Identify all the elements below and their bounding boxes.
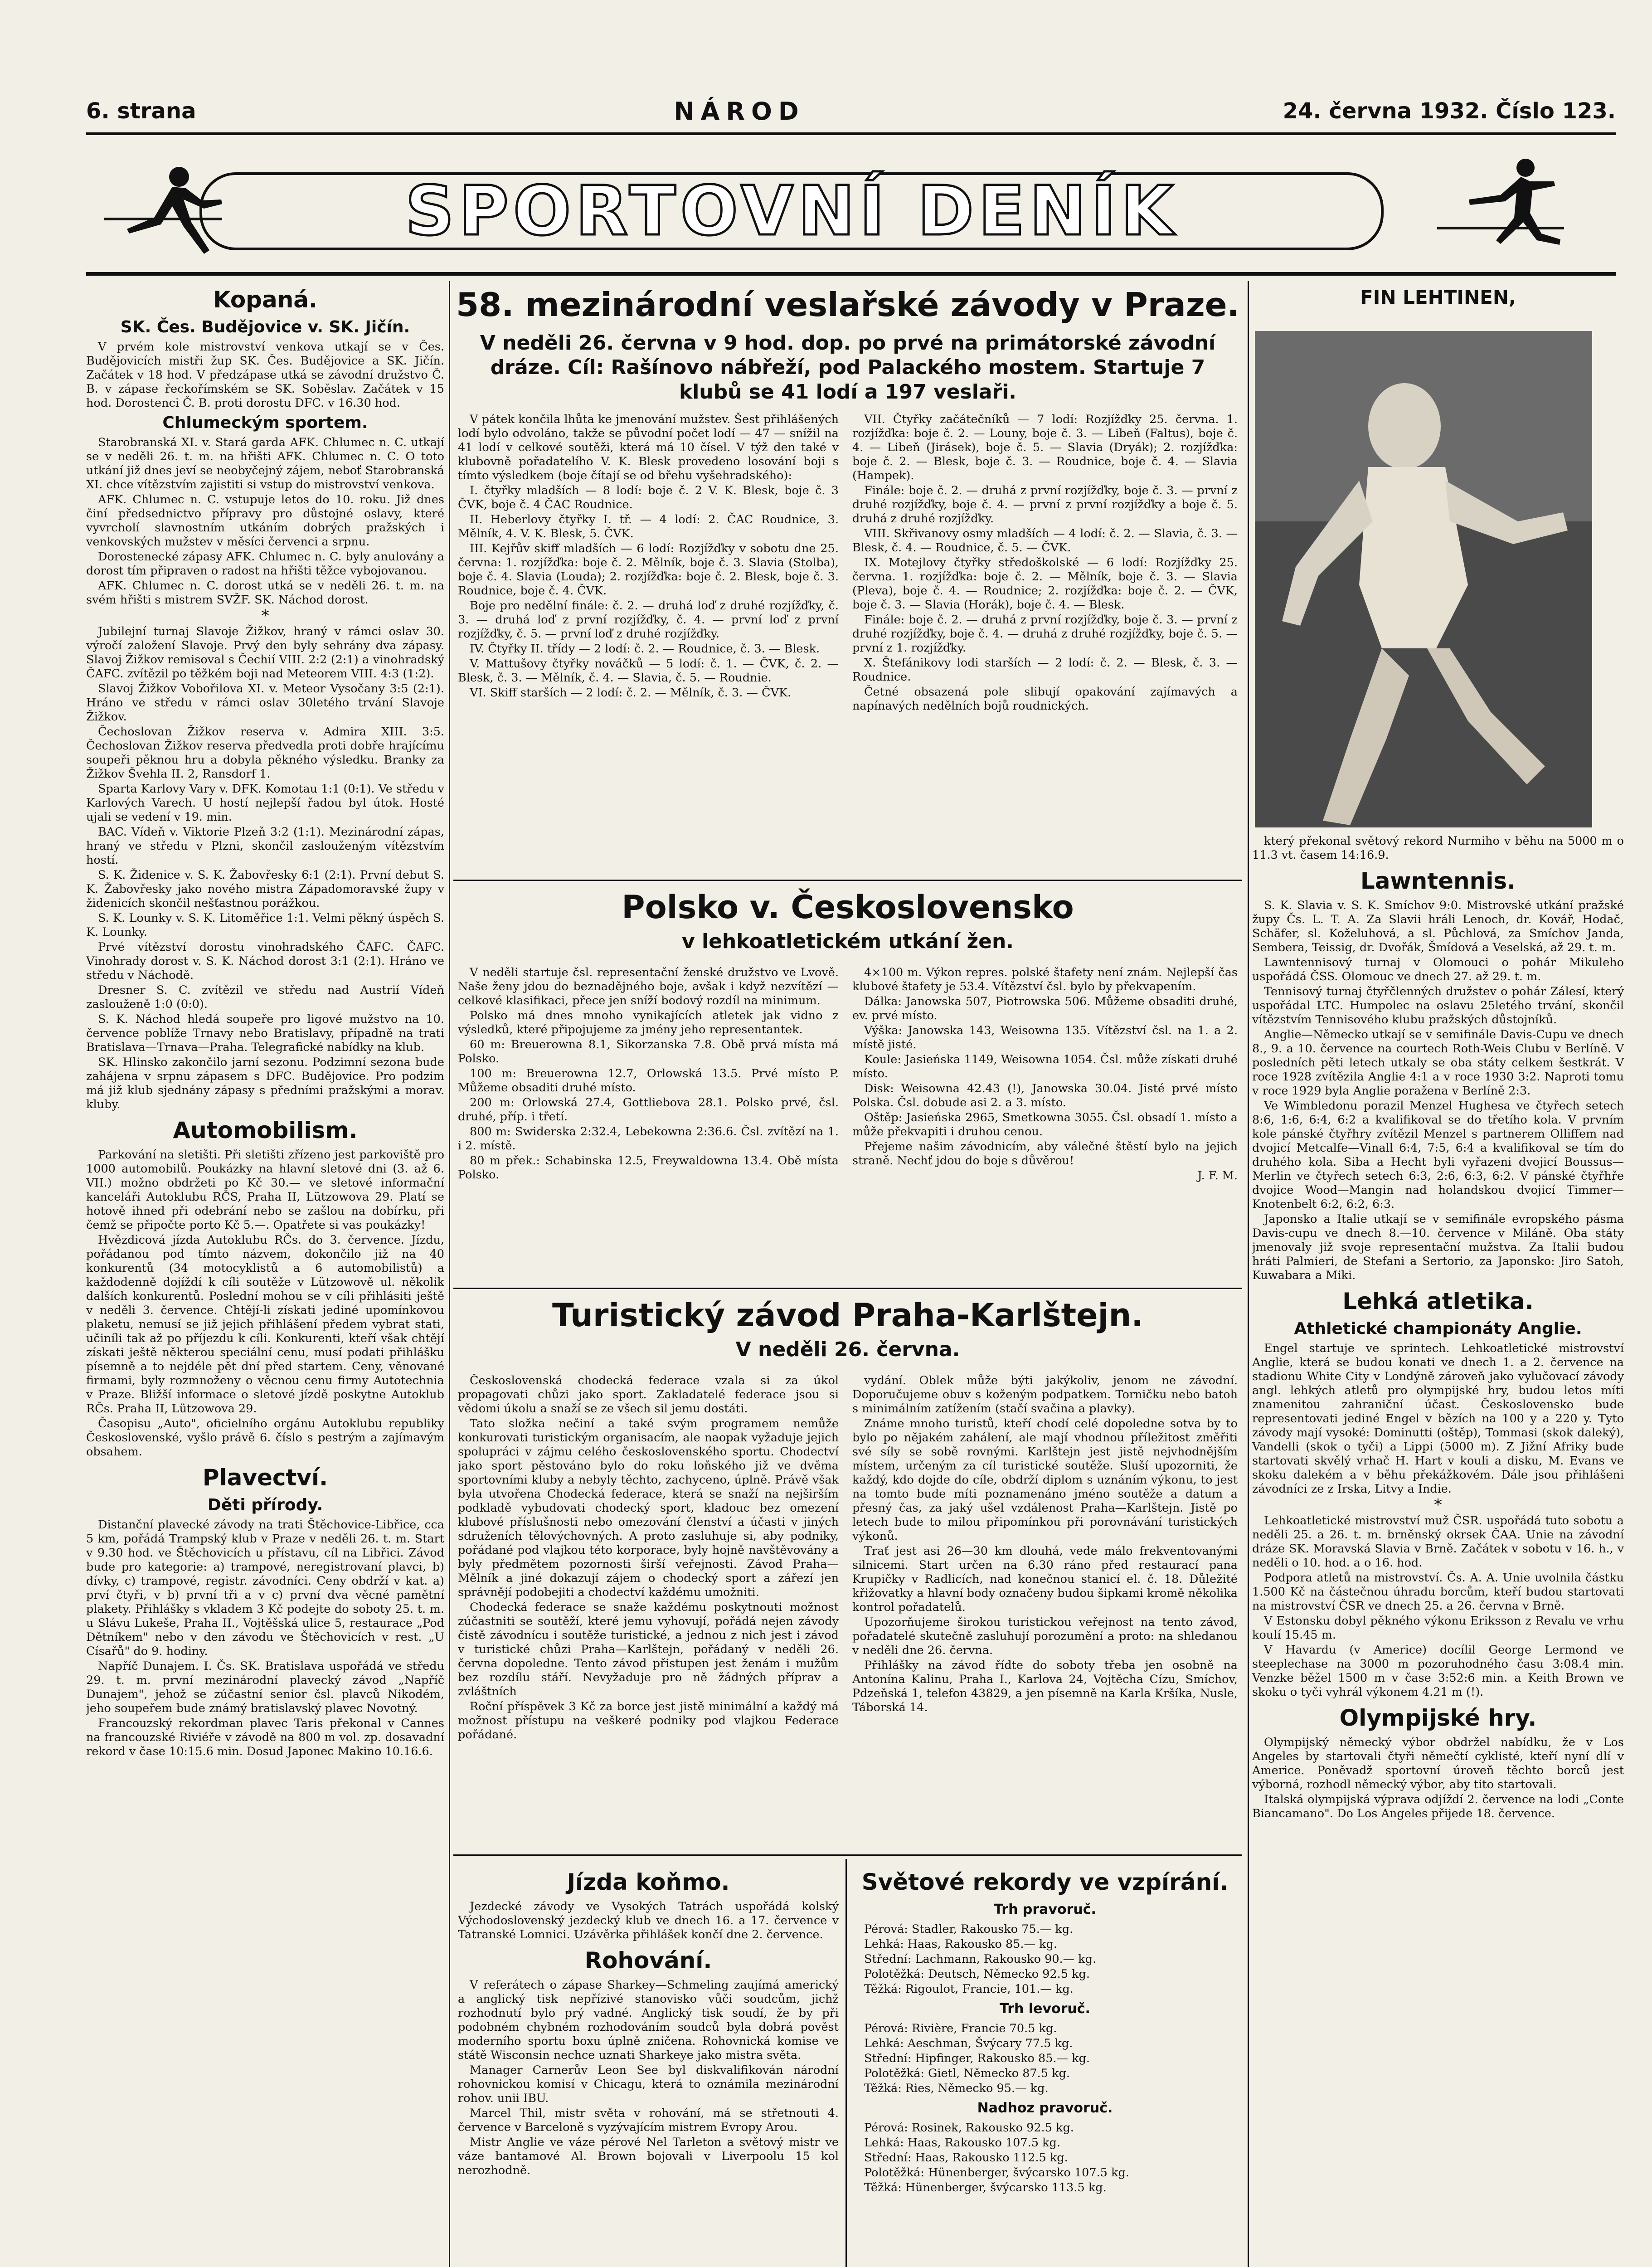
article-paragraph: VIII. Skřivanovy osmy mladších — 4 lodí: č. 2. — Slavia, č. 3. — Blesk, č. 4. — Roudnice, č. 5. — ČVK.	[852, 527, 1238, 555]
article-paragraph: V prvém kole mistrovství venkova utkají se v Čes. Budějovicích mistři žup SK. Čes. Budějovice a SK. Jičín. Začátek v 18 hod. V předzápase utká se závodní družstvo Č. B. v zápase řeckořímském se SK. Soběslav. Začátek v 15 hod. Dorostenci Č. B. proti dorostu DFC. v 16.30 hod.	[86, 340, 444, 410]
runner-photo-image	[1255, 331, 1592, 827]
record-line: Střední: Lachmann, Rakousko 90.— kg.	[864, 1952, 1097, 1966]
article-paragraph: Ve Wimbledonu porazil Menzel Hughesa ve čtyřech setech 8:6, 1:6, 6:4, 6:2 a kvalifikoval se do třetího kola. V prvním kole pánské čtyřhry zvítězil Menzel s partnerem Olliffem nad dvojicí Metcalfe—Vinall 6:4, 7:5, 6:4 a kvalifikoval se tím do druhého kola. Siba a Hecht byli vyřazeni dvojicí Boussus—Merlin ve čtyřech setech 6:3, 2:6, 6:3, 6:2. V pánské čtyřhře dvojice Wood—Mangin nad holandskou dvojicí Timmer—Knotenbelt 6:2, 6:2, 6:3.	[1252, 1099, 1624, 1211]
article-paragraph: Parkování na sletišti. Při sletišti zřízeno jest parkoviště pro 1000 automobilů. Poukázky na hlavní sletové dni (3. až 6. VII.) možno obdržeti po Kč 30.— ve sletové informační kanceláři Autoklubu RČS, Praha II, Lützowova 29. Platí se hotově ihned při odebrání nebo se zašlou na dobírku, při čemž se připočte porto Kč 5.—. Opatřete si vas poukázky!	[86, 1148, 444, 1232]
section-title-rohovani: Rohování.	[584, 1947, 712, 1974]
photo-title: FIN LEHTINEN,	[1360, 286, 1516, 308]
record-line: Těžká: Rigoulot, Francie, 101.— kg.	[864, 1982, 1074, 1996]
newspaper-name: NÁROD	[674, 97, 805, 126]
article-paragraph: Podpora atletů na mistrovství. Čs. A. A. Unie uvolnila částku 1.500 Kč na částečnou úhradu borcům, kteří budou startovati na mistrovství ČSR ve dnech 25. a 26. června v Brně.	[1252, 1571, 1624, 1613]
masthead-title: SPORTOVNÍ DENÍK	[199, 172, 1384, 250]
section-title-kopana: Kopaná.	[213, 287, 318, 313]
records-subhead: Trh levoruč.	[1000, 2001, 1090, 2017]
match-headline: SK. Čes. Budějovice v. SK. Jičín.	[120, 318, 410, 336]
section-title-automobilism: Automobilism.	[173, 1117, 358, 1143]
article-paragraph: AFK. Chlumec n. C. vstupuje letos do 10. roku. Již dnes činí předsednictvo přípravy pro důstojné oslavy, které vyvrcholí slavnostním utkáním dobrých pražských i venkovských mužstev v měsíci červenci a srpnu.	[86, 493, 444, 549]
record-line: Lehká: Haas, Rakousko 85.— kg.	[864, 1937, 1057, 1951]
article-paragraph: V neděli startuje čsl. representační ženské družstvo ve Lvově. Naše ženy jdou do beznadějného boje, avšak i když nezvítězí — celkové klasifikaci, přece jen sníží bodový rozdíl na minimum.	[458, 966, 839, 1007]
record-line: Polotěžká: Gietl, Německo 87.5 kg.	[864, 2067, 1070, 2080]
article-paragraph: Známe mnoho turistů, kteří chodí celé dopoledne sotva by to bylo po nějakém zahálení, ale mají vhodnou příležitost změřiti své síly se sobě rovnými. Karlštejn jest jistě nejvhodnějším místem, určeným za cíl turistické soutěže. Sluší upozorniti, že každý, kdo dojde do cíle, obdrží diplom s uznáním výkonu, to jest na tomto bude míti poznamenáno jméno soutěže a datum a přesný čas, za jaký ušel vzdálenost Praha—Karlštejn. Jistě po letech bude to milou připomínkou při porovnávání turistických výkonů.	[852, 1417, 1238, 1543]
subhead-deti-prirody: Děti přírody.	[207, 1496, 323, 1514]
column-rule	[845, 1859, 847, 2267]
section-title-lehka-atletika: Lehká atletika.	[1342, 1288, 1534, 1314]
poland-column-right	[852, 966, 1238, 1283]
rowing-headline: 58. mezinárodní veslařské závody v Praze.	[456, 286, 1239, 324]
article-paragraph: IV. Čtyřky II. třídy — 2 lodí: č. 2. — Roudnice, č. 3. — Blesk.	[470, 642, 820, 656]
article-paragraph: II. Heberlovy čtyřky I. tř. — 4 lodí: 2. ČAC Roudnice, 3. Mělník, 4. V. K. Blesk, 5. ČVK.	[458, 513, 839, 540]
article-paragraph: Italská olympijská výprava odjíždí 2. července na lodi „Conte Biancamano". Do Los Angeles přijede 18. července.	[1252, 1793, 1624, 1820]
section-divider	[453, 1854, 1242, 1856]
article-paragraph: V Estonsku dobyl pěkného výkonu Eriksson z Revalu ve vrhu koulí 15.45 m.	[1252, 1614, 1624, 1642]
article-paragraph: Tato složka nečiní a také svým programem nemůže konkurovati turistickým organisacím, ale naopak vyžaduje jejich spolupráci v zájmu celého československého sportu. Chodectví jako sport pěstováno bylo do roku loňského již ve dvěma sportovními kluby a nebyly těchto, zachyceno, úplně. Právě však byla utvořena Chodecká federace, která se snaží na nejširším podkladě vybudovati chodecký sport, kladouc bez omezení klubové příslušnosti nebo omezování členství a účasti v jiných sdruženích tělovýchovných. A proto zasluhuje si, aby podniky, pořádané pod vlajkou této korporace, byly hojně navštěvovány a byly předmětem pozornosti širší veřejnosti. Závod Praha—Mělník a jiné dokazují zájem o chodecký sport a zářezí jen správnějí podobejiti a chodectví každému umožniti.	[458, 1417, 839, 1599]
article-paragraph: Boje pro nedělní finále: č. 2. — druhá loď z druhé rozjížďky, č. 3. — druhá loď z první rozjížďky, č. 4. — první loď z první rozjížďky, č. 5. — první loď z druhé rozjížďky.	[458, 599, 839, 641]
record-line: Polotěžká: Hünenberger, švýcarsko 107.5 kg.	[864, 2166, 1129, 2179]
article-paragraph: Sparta Karlovy Vary v. DFK. Komotau 1:1 (0:1). Ve středu v Karlových Varech. U hostí nejlepší řadou byl útok. Hosté ujali se vedení v 19. min.	[86, 782, 444, 824]
article-paragraph: Olympijský německý výbor obdržel nabídku, že v Los Angeles by startovali čtyři němečtí cyklisté, kteří nyní dlí v Americe. Poněvadž sportovní úroveň těchto borců jest výborná, rozhodl německý výbor, aby tito startovali.	[1252, 1736, 1624, 1791]
section-title-jizda: Jízda koňmo.	[567, 1869, 730, 1895]
article-paragraph: Finále: boje č. 2. — druhá z první rozjížďky, boje č. 3. — první z druhé rozjížďky, boje č. 4. — druhá z druhé rozjížďky, boje č. 5. — první z 1. rozjížďky.	[852, 613, 1238, 655]
weightlifting-records	[852, 1863, 1238, 2267]
article-paragraph: Jubilejní turnaj Slavoje Žižkov, hraný v rámci oslav 30. výročí založení Slavoje. Prvý den byly sehrány dva zápasy. Slavoj Žižkov remisoval s Čechií VIII. 2:2 (2:1) a vinohradský ČAFC. zvítězil po těžkém boji nad Meteorem VIII. 4:3 (1:2).	[86, 625, 444, 681]
article-paragraph: Hvězdicová jízda Autoklubu RČs. do 3. července. Jízdu, pořádanou pod tímto názvem, dokončilo již na 40 konkurentů (34 motocyklistů a 6 automobilistů) a každodenně dojíždí k cíli soutěže v Lützowově ul. několik dalších konkurentů. Poslední mohou se v cíli přihlásiti ještě v neděli 3. července. Chtějí-li získati jediné upomínkovou plaketu, nemusí se již jejich přihlášení předem vybrat stati, učiníli tak až po příjezdu k cíli. Konkurenti, kteří však chtějí získati ještě některou speciální cenu, musí podati přihlášku písemně a to nejdéle pět dní před startem. Ceny, věnované firmami, byly rozmnoženy o věcnou cenu firmy Autotechnia v Praze. Bližší informace o sletové jízdě poskytne Autoklub RČs. Praha II, Lützowova 29.	[86, 1233, 444, 1416]
subhead-chlumec: Chlumeckým sportem.	[162, 414, 368, 432]
record-line: Lehká: Haas, Rakousko 107.5 kg.	[864, 2136, 1060, 2150]
article-paragraph: Oštěp: Jasieńska 2965, Smetkowna 3055. Čsl. obsadí 1. místo a může překvapiti i druhou cenou.	[852, 1111, 1238, 1138]
record-line: Pérová: Stadler, Rakousko 75.— kg.	[864, 1922, 1074, 1936]
issue-date: 24. června 1932. Číslo 123.	[1283, 98, 1616, 124]
article-paragraph: Dresner S. C. zvítězil ve středu nad Austrií Vídeň zaslouženě 1:0 (0:0).	[86, 983, 444, 1011]
article-paragraph: I. čtyřky mladších — 8 lodí: boje č. 2 V. K. Blesk, boje č. 3 ČVK, boje č. 4 ČAC Roudnice.	[458, 484, 839, 511]
article-paragraph: 800 m: Swiderska 2:32.4, Lebekowna 2:36.6. Čsl. zvítězí na 1. i 2. místě.	[458, 1125, 839, 1153]
article-paragraph: Čechoslovan Žižkov reserva v. Admira XIII. 3:5. Čechoslovan Žižkov reserva předvedla proti dobře hrajícímu soupeři pěknou hru a dobyla pěkného výsledku. Branky za Žižkov Švehla II. 2, Ransdorf 1.	[86, 725, 444, 781]
separator-asterisk: *	[261, 607, 269, 625]
records-subhead: Trh pravoruč.	[994, 1902, 1096, 1917]
article-paragraph: Lawntennisový turnaj v Olomouci o pohár Mikuleho uspořádá ČSS. Olomouc ve dnech 27. až 29. t. m.	[1252, 956, 1624, 983]
rowing-column-right	[852, 413, 1238, 875]
column-tennis-athletics	[1252, 834, 1624, 2267]
masthead-rule	[86, 272, 1616, 276]
article-paragraph: Roční příspěvek 3 Kč za borce jest jistě minimální a každý má možnost přístupu na veškeré podniky pod vlajkou Federace pořádané.	[458, 1700, 839, 1742]
article-paragraph: vydání. Oblek může býti jakýkoliv, jenom ne závodní. Doporučujeme obuv s koženým podpatkem. Torničku nebo batoh s minimálním zatížením (stačí svačina a plavky).	[852, 1374, 1238, 1416]
article-paragraph: S. K. Židenice v. S. K. Žabovřesky 6:1 (2:1). První debut S. K. Žabovřesky jako nového mistra Západomoravské župy v židenicích skončil nešťastnou porážkou.	[86, 868, 444, 910]
article-paragraph: 80 m přek.: Schabinska 12.5, Freywaldowna 13.4. Obě místa Polsko.	[458, 1154, 839, 1182]
rowing-deck: V neděli 26. června v 9 hod. dop. po prvé na primátorské závodní dráze. Cíl: Rašínovo nábřeží, pod Palackého mostem. Startuje 7 klubů se 41 lodí a 197 veslaři.	[480, 331, 1216, 404]
section-divider	[453, 880, 1242, 881]
article-paragraph: V pátek končila lhůta ke jmenování mužstev. Šest přihlášených lodí bylo odvoláno, takže se původní počet lodí — 47 — snížil na 41 lodí v celkové soutěži, která má 10 čísel. V týž den také v klubovně pořadatelího V. K. Blesk provedeno losování boji s tímto výsledkem (boje čítají se od břehu vyšehradského):	[458, 413, 839, 482]
article-paragraph: 60 m: Breuerowna 8.1, Sikorzanska 7.8. Obě prvá místa má Polsko.	[458, 1038, 839, 1065]
page-number: 6. strana	[86, 98, 196, 124]
article-paragraph: Časopisu „Auto", oficielního orgánu Autoklubu republiky Československé, vyšlo právě 6. číslo s pestrým a zajímavým obsahem.	[86, 1417, 444, 1459]
subhead-championaty: Athletické championáty Anglie.	[1294, 1319, 1582, 1338]
hiking-headline: Turistický závod Praha-Karlštejn.	[552, 1297, 1143, 1334]
records-subhead: Nadhoz pravoruč.	[977, 2100, 1113, 2116]
article-paragraph: Starobranská XI. v. Stará garda AFK. Chlumec n. C. utkají se v neděli 26. t. m. na hřišti AFK. Chlumec n. C. O toto utkání již dnes jeví se neobyčejný zájem, neboť Starobranská XI. chce vítězstvím zajistiti si vstup do mistrovství venkova.	[86, 436, 444, 491]
hiking-column-right	[852, 1374, 1238, 1850]
record-line: Těžká: Hünenberger, švýcarsko 113.5 kg.	[864, 2181, 1107, 2194]
hiking-subhead: V neděli 26. června.	[735, 1338, 960, 1361]
article-paragraph: Mistr Anglie ve váze pérové Nel Tarleton a světový mistr ve váze bantamové Al. Brown bojovali v Liverpoolu 15 kol nerozhodně.	[458, 2136, 839, 2177]
article-paragraph: VII. Čtyřky začátečníků — 7 lodí: Rozjížďky 25. června. 1. rozjížďka: boje č. 2. — Louny, boje č. 3. — Libeň (Faltus), boje č. 4. — Libeň (Jirásek), boje č. 5. — Slavia (Dryák); 2. rozjížďka: boje č. 2. — Blesk, boje č. 3. — Roudnice, boje č. 4. — Slavia (Hampek).	[852, 413, 1238, 482]
article-paragraph: Četné obsazená pole slibují opakování zajímavých a napínavých nedělních bojů roudnických.	[852, 685, 1238, 713]
column-rule	[449, 281, 450, 2267]
poland-subhead: v lehkoatletickém utkání žen.	[681, 930, 1014, 953]
article-paragraph: Slavoj Žižkov Vobořilova XI. v. Meteor Vysočany 3:5 (2:1). Hráno ve středu v rámci oslav 30letého trvání Slavoje Žižkov.	[86, 682, 444, 724]
article-paragraph: V. Mattušovy čtyřky nováčků — 5 lodí: č. 1. — ČVK, č. 2. — Blesk, č. 3. — Mělník, č. 4. — Slavia, č. 5. — Roudnie.	[458, 657, 839, 685]
poland-column-left	[458, 966, 839, 1283]
article-signature: J. F. M.	[1197, 1169, 1238, 1182]
article-paragraph: IX. Motejlovy čtyřky středoškolské — 6 lodí: Rozjížďky 25. června. 1. rozjížďka: boje č. 2. — Mělník, boje č. 3. — Slavia (Plevа), boje č. 4. — Roudnice; 2. rozjížďka: boje č. 2. — ČVK, boje č. 3. — Slavia (Horák), boje č. 4. — Blesk.	[852, 556, 1238, 612]
rowing-column-left	[458, 413, 839, 875]
record-line: Střední: Hipfinger, Rakousko 85.— kg.	[864, 2052, 1090, 2065]
article-paragraph: Anglie—Německo utkají se v semifinále Davis-Cupu ve dnech 8., 9. a 10. července na courtech Roth-Weis Clubu v Berlíně. V posledních pěti letech utkaly se oba státy celkem šestkrát. V roce 1928 zvítězila Anglie 4:1 a v roce 1930 3:2. Naproti tomu v roce 1929 byla Anglie poražena v Berlíně 2:3.	[1252, 1028, 1624, 1098]
article-paragraph: Polsko má dnes mnoho vynikajících atletek jak vidno z výsledků, které připojujeme za jmény jeho representantek.	[458, 1009, 839, 1036]
article-paragraph: Lehkoatletické mistrovství muž ČSR. uspořádá tuto sobotu a neděli 25. a 26. t. m. brněnský okrsek ČAA. Unie na závodní dráze SK. Moravská Slavia v Brně. Začátek v sobotu v 16. h., v neděli o 10. hod. a o 16. hod.	[1252, 1514, 1624, 1570]
article-paragraph: Přejeme našim závodnicím, aby válečné štěstí bylo na jejich straně. Nechť jdou do boje s důvěrou!	[852, 1140, 1238, 1168]
article-paragraph: 200 m: Orlowská 27.4, Gottliebova 28.1. Polsko prvé, čsl. druhé, příp. i třetí.	[458, 1096, 839, 1124]
hiking-column-left	[458, 1374, 839, 1850]
article-paragraph: Disk: Weisowna 42.43 (!), Janowska 30.04. Jisté prvé místo Polska. Čsl. dobude asi 2. a 3. místo.	[852, 1082, 1238, 1109]
horse-boxing-column	[458, 1863, 839, 2267]
poland-headline: Polsko v. Československo	[622, 889, 1074, 926]
column-football	[86, 281, 444, 2267]
article-paragraph: Výška: Janowska 143, Weisowna 135. Vítězství čsl. na 1. a 2. místě jisté.	[852, 1024, 1238, 1051]
article-paragraph: Upozorňujeme širokou turistickou veřejnost na tento závod, pořadatelé skutečně zasluhují porozumění a proto: na shledanou v neděli dne 26. června.	[852, 1615, 1238, 1657]
article-paragraph: SK. Hlinsko zakončilo jarní sezonu. Podzimní sezona bude zahájena v srpnu zápasem s DFC. Budějovice. Pro podzim má již klub sjednány zápasy s předními pražskými a morav. kluby.	[86, 1056, 444, 1111]
article-paragraph: V Havardu (v Americe) docílil George Lermond ve steeplechase na 3000 m pozoruhodného času 3:08.4 min. Venzke běžel 1500 m v čase 3:52:6 min. a Keith Brown ve skoku o tyči vyhrál výkonem 4.21 m (!).	[1252, 1643, 1624, 1699]
article-paragraph: Japonsko a Italie utkají se v semifinále evropského pásma Davis-cupu ve dnech 8.—10. července v Miláně. Oba státy jmenovaly již svoje representační mužstva. Za Italii budou hráti Palmieri, de Stefani a Sertorio, za Japonsko: Jiro Satoh, Kuwabara a Miki.	[1252, 1212, 1624, 1282]
column-rule	[1248, 281, 1249, 2267]
record-line: Střední: Haas, Rakousko 112.5 kg.	[864, 2151, 1068, 2165]
article-paragraph: BAC. Vídeň v. Viktorie Plzeň 3:2 (1:1). Mezinárodní zápas, hraný ve středu v Plzni, skončil zaslouženým vítězstvím hostí.	[86, 825, 444, 867]
runner-photo	[1255, 331, 1592, 827]
article-paragraph: Francouzský rekordman plavec Taris překonal v Cannes na francouzské Riviéře v závodě na 800 m vol. zp. dosavadní rekord v čase 10:15.6 min. Dosud Japonec Makino 10.16.6.	[86, 1717, 444, 1758]
article-paragraph: S. K. Lounky v. S. K. Litoměřice 1:1. Velmi pěkný úspěch S. K. Lounky.	[86, 911, 444, 939]
article-paragraph: X. Štefánikovy lodi starších — 2 lodí: č. 2. — Blesk, č. 3. — Roudnice.	[852, 656, 1238, 684]
article-paragraph: AFK. Chlumec n. C. dorost utká se v neděli 26. t. m. na svém hřišti s mistrem SVŽF. SK. Náchod dorost.	[86, 579, 444, 607]
section-title-rekordy: Světové rekordy ve vzpírání.	[861, 1869, 1229, 1895]
photo-caption: který překonal světový rekord Nurmiho v běhu na 5000 m o 11.3 vt. časem 14:16.9.	[1252, 834, 1624, 862]
article-paragraph: Prvé vítězství dorostu vinohradského ČAFC. ČAFC. Vinohrady dorost v. S. K. Náchod dorost 3:1 (2:1). Hráno ve středu v Náchodě.	[86, 940, 444, 982]
record-line: Pérová: Rosinek, Rakousko 92.5 kg.	[864, 2121, 1074, 2135]
article-paragraph: Přihlášky na závod řídte do soboty třeba jen osobně na Antonína Kalinu, Praha I., Karlova 24, Vojtěcha Cízu, Smíchov, Pdzeňská 1, telefon 43829, a jen písemně na Karla Kršíka, Nusle, Táborská 14.	[852, 1659, 1238, 1714]
article-paragraph: Trať jest asi 26—30 km dlouhá, vede málo frekventovanými silnicemi. Start určen na 6.30 ráno před restaurací pana Krupičky v Radlicích, nad konečnou stanicí el. č. 18. Důležité křižovatky a hlavní body označeny budou šipkami kromě několika kontrol pořadatelů.	[852, 1544, 1238, 1614]
separator-asterisk: *	[1434, 1496, 1442, 1514]
article-paragraph: Marcel Thil, mistr světa v rohování, má se střetnouti 4. července v Barceloně s vyzývajícím mistrem Evropy Arou.	[458, 2106, 839, 2134]
article-paragraph: Tennisový turnaj čtyřčlenných družstev o pohár Zálesí, který uspořádal LTC. Humpolec na oslavu 25letého trvání, skončil vítězstvím Tennisového klubu pražských důstojníků.	[1252, 985, 1624, 1026]
section-title-lawntennis: Lawntennis.	[1360, 868, 1516, 894]
article-paragraph: Manager Carnerův Leon See byl diskvalifikován národní rohovnickou komisí v Chicagu, která to oznámila mezinárodní rohov. unii IBU.	[458, 2063, 839, 2105]
article-paragraph: VI. Skiff starších — 2 lodí: č. 2. — Mělník, č. 3. — ČVK.	[470, 686, 792, 700]
header-rule	[86, 132, 1616, 135]
article-paragraph: Napříč Dunajem. I. Čs. SK. Bratislava uspořádá ve středu 29. t. m. první mezinárodní plavecký závod „Napříč Dunajem", jehož se zúčastní senior čsl. plavců Nikodém, jeho soupeřem bude známý bratislavský plavec Novotný.	[86, 1659, 444, 1715]
record-line: Polotěžká: Deutsch, Německo 92.5 kg.	[864, 1967, 1090, 1981]
article-paragraph: 100 m: Breuerowna 12.7, Orlowská 13.5. Prvé místo P. Můžeme obsaditi druhé místo.	[458, 1067, 839, 1095]
page-header	[86, 95, 1616, 127]
article-paragraph: Dorostenecké zápasy AFK. Chlumec n. C. byly anulovány a dorost tím připraven o radost na hřišti těžce vybojovanou.	[86, 550, 444, 578]
section-title-plavectvi: Plavectví.	[202, 1464, 328, 1491]
section-divider	[453, 1288, 1242, 1289]
article-paragraph: Finále: boje č. 2. — druhá z první rozjížďky, boje č. 3. — první z druhé rozjížďky, boje č. 4. — první z první rozjížďky a boje č. 5. druhá z druhé rozjížďky.	[852, 484, 1238, 525]
article-paragraph: Koule: Jasieńska 1149, Weisowna 1054. Čsl. může získati druhé místo.	[852, 1053, 1238, 1080]
article-paragraph: III. Kejřův skiff mladších — 6 lodí: Rozjížďky v sobotu dne 25. června: 1. rozjížďka: boje č. 2. Mělník, boje č. 3. Slavia (Stolba), boje č. 4. Slavia (Louda); 2. rozjížďka: boje č. 2. Blesk, boje č. 3. Roudnice, boje č. 4. ČVK.	[458, 542, 839, 598]
article-paragraph: 4×100 m. Výkon repres. polské štafety není znám. Nejlepší čas klubové štafety je 53.4. Vítězství čsl. bylo by překvapením.	[852, 966, 1238, 993]
record-line: Pérová: Rivière, Francie 70.5 kg.	[864, 2022, 1057, 2035]
article-paragraph: Distanční plavecké závody na trati Štěchovice-Libřice, cca 5 km, pořádá Trampský klub v Praze v neděli 26. t. m. Start v 9.30 hod. ve Štěchovicích u přístavu, cíl na Libřici. Závod bude pro kategorie: a) trampové, neregistrovaní plavci, b) dívky, c) trampové, registr. závodníci. Ceny obdrží v kat. a) prví čtyři, v b) první tři a v c) první dva věcné pamětní plakety. Přihlášky s vkladem 3 Kč podejte do soboty 25. t. m. u Slávu Lukeše, Praha II., Vojtěšská ulice 5, restaurace „Pod Dětníkem" nebo v den závodu ve Štěchovicích v rest. „U Císařů" do 9. hodiny.	[86, 1518, 444, 1658]
article-paragraph: S. K. Slavia v. S. K. Smíchov 9:0. Mistrovské utkání pražské župy Čs. L. T. A. Za Slavii hráli Lenoch, dr. Kovář, Hodač, Schäfer, sl. Koželuhová, a sl. Půchlová, za Smíchov Janda, Sembera, Teissig, dr. Dvořák, Šmídová a Veselská, až 29. t. m.	[1252, 899, 1624, 954]
record-line: Lehká: Aeschman, Švýcary 77.5 kg.	[864, 2037, 1073, 2050]
article-paragraph: Československá chodecká federace vzala si za úkol propagovati chůzi jako sport. Zakladatelé federace jsou si vědomi úkolu a snaží se ze všech sil jemu dostáti.	[458, 1374, 839, 1416]
article-paragraph: S. K. Náchod hledá soupeře pro ligové mužstvo na 10. července poblíže Trnavy nebo Bratislavy, případně na trati Bratislava—Trnava—Praha. Telegrafické nabídky na klub.	[86, 1012, 444, 1054]
article-paragraph: Chodecká federace se snaže každému poskytnouti možnost zúčastniti se soutěží, které jemu vyhovují, pořádá nejen závody čistě závodnícu i soutěže turistické, a jednou z nich jest i závod v turistické chůzi Praha—Karlštejn, pořádaný v neděli 26. června dopoledne. Tento závod přistupen jest ženám i mužům bez rozdílu stáří. Nevyžaduje pro ně žádných příprav a zvláštních	[458, 1601, 839, 1698]
article-paragraph: Jezdecké závody ve Vysokých Tatrách uspořádá kolský Východoslovenský jezdecký klub ve dnech 16. a 17. července v Tatranské Lomnici. Uzávěrka přihlášek končí dne 2. července.	[458, 1900, 839, 1941]
section-title-olympijske-hry: Olympijské hry.	[1339, 1705, 1537, 1731]
article-paragraph: Engel startuje ve sprintech. Lehkoatletické mistrovství Anglie, která se budou konati ve dnech 1. a 2. července na stadionu White City v Londýně zároveň jako vylučovací závody angl. lehkých atletů pro olympijské hry, budou letos míti znamenitou zahraniční účast. Československo bude representovati jediné Engel v bězích na 100 y a 220 y. Tyto závody mají vysoké: Dominutti (oštěp), Tommasi (skok daleký), Vandelli (skok o tyči) a Lippi (5000 m). Z Jižní Afriky bude startovati skvělý vrhač H. Hart v kouli a disku, M. Evans ve skoku dalekém a v běhu překážkovém. Dále jsou přihlášeni závodníci ze z Irska, Litvy a Indie.	[1252, 1342, 1624, 1496]
article-paragraph: Dálka: Janowska 507, Piotrowska 506. Můžeme obsaditi druhé, ev. prvé místo.	[852, 995, 1238, 1022]
article-paragraph: V referátech o zápase Sharkey—Schmeling zaujímá americký a anglický tisk nepřízivé stanovisko vůči soudcům, jichž rozhodnutí bylo prý vadné. Anglický tisk soudí, že by při podobném chybném rozhodováním soudců byla dobrá pověst moderního sportu boxu úplně zničena. Rohovnická komise ve státě Wisconsin nechce uznati Sharkeye jako mistra světa.	[458, 1978, 839, 2062]
record-line: Těžká: Ries, Německo 95.— kg.	[864, 2082, 1049, 2095]
